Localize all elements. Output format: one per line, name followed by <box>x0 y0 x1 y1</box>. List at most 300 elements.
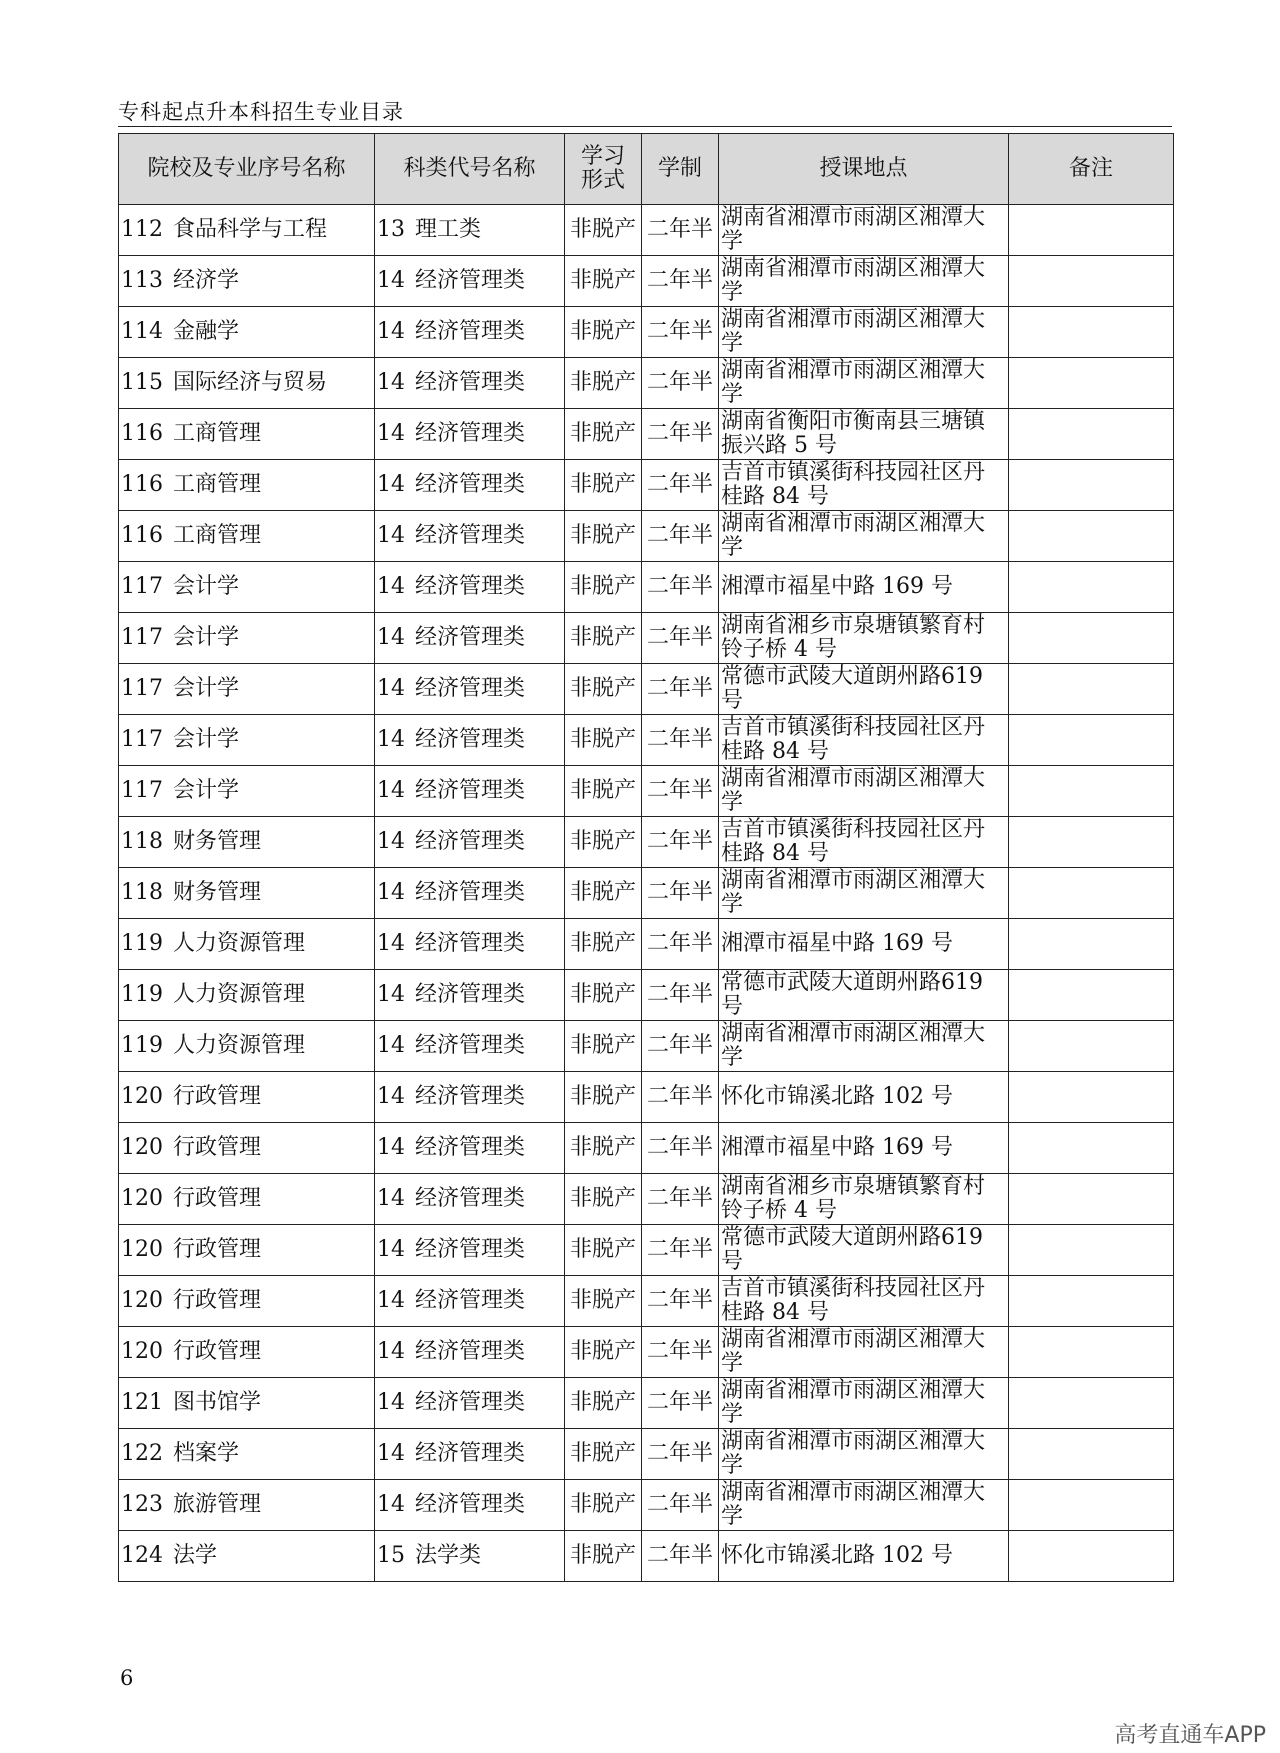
major-number: 113 <box>121 268 163 293</box>
study-mode-cell: 非脱产 <box>565 256 642 307</box>
remark-cell <box>1009 766 1174 817</box>
duration-cell: 二年半 <box>642 256 719 307</box>
table-row <box>119 766 1174 817</box>
location-cell: 怀化市锦溪北路 102 号 <box>719 1531 1009 1582</box>
duration-cell: 二年半 <box>642 307 719 358</box>
duration-cell: 二年半 <box>642 1429 719 1480</box>
major-number: 116 <box>121 421 163 446</box>
category-cell <box>375 1429 565 1480</box>
category-code: 14 <box>377 1390 405 1415</box>
category-cell <box>375 613 565 664</box>
remark-cell <box>1009 1276 1174 1327</box>
duration-cell: 二年半 <box>642 1123 719 1174</box>
study-mode-cell: 非脱产 <box>565 766 642 817</box>
remark-cell <box>1009 1072 1174 1123</box>
table-row <box>119 715 1174 766</box>
major-name: 财务管理 <box>173 829 262 854</box>
major-name: 档案学 <box>173 1441 240 1466</box>
major-cell <box>119 256 375 307</box>
location-cell: 湖南省湘乡市泉塘镇繁育村铃子桥 4 号 <box>719 613 1009 664</box>
duration-cell: 二年半 <box>642 868 719 919</box>
major-number: 119 <box>121 1033 163 1058</box>
study-mode-cell: 非脱产 <box>565 1378 642 1429</box>
table-row <box>119 613 1174 664</box>
category-name: 经济管理类 <box>415 676 526 701</box>
category-code: 14 <box>377 829 405 854</box>
major-name: 会计学 <box>173 778 240 803</box>
location-cell: 湖南省湘潭市雨湖区湘潭大学 <box>719 868 1009 919</box>
category-code: 14 <box>377 778 405 803</box>
category-code: 14 <box>377 472 405 497</box>
category-name: 经济管理类 <box>415 625 526 650</box>
table-row <box>119 358 1174 409</box>
category-cell <box>375 766 565 817</box>
remark-cell <box>1009 919 1174 970</box>
major-cell <box>119 1021 375 1072</box>
table-row <box>119 970 1174 1021</box>
major-number: 121 <box>121 1390 163 1415</box>
major-cell <box>119 970 375 1021</box>
table-row <box>119 1531 1174 1582</box>
major-number: 119 <box>121 931 163 956</box>
category-cell <box>375 1072 565 1123</box>
category-code: 14 <box>377 625 405 650</box>
major-number: 112 <box>121 217 163 242</box>
duration-cell: 二年半 <box>642 817 719 868</box>
major-cell <box>119 1378 375 1429</box>
category-code: 14 <box>377 1186 405 1211</box>
header-mode: 学习 形式 <box>565 134 642 205</box>
category-code: 14 <box>377 1339 405 1364</box>
category-name: 经济管理类 <box>415 268 526 293</box>
major-name: 工商管理 <box>173 523 262 548</box>
category-cell <box>375 205 565 256</box>
category-name: 经济管理类 <box>415 1186 526 1211</box>
study-mode-cell: 非脱产 <box>565 460 642 511</box>
category-code: 14 <box>377 727 405 752</box>
study-mode-cell: 非脱产 <box>565 715 642 766</box>
category-code: 14 <box>377 1135 405 1160</box>
category-cell <box>375 562 565 613</box>
remark-cell <box>1009 664 1174 715</box>
remark-cell <box>1009 205 1174 256</box>
remark-cell <box>1009 817 1174 868</box>
remark-cell <box>1009 868 1174 919</box>
study-mode-cell: 非脱产 <box>565 1072 642 1123</box>
major-name: 法学 <box>173 1543 218 1568</box>
major-number: 116 <box>121 472 163 497</box>
major-number: 117 <box>121 727 163 752</box>
category-code: 14 <box>377 931 405 956</box>
study-mode-cell: 非脱产 <box>565 817 642 868</box>
location-cell: 湖南省湘潭市雨湖区湘潭大学 <box>719 205 1009 256</box>
major-name: 会计学 <box>173 676 240 701</box>
location-cell: 常德市武陵大道朗州路619 号 <box>719 1225 1009 1276</box>
category-name: 经济管理类 <box>415 1084 526 1109</box>
major-name: 国际经济与贸易 <box>173 370 328 395</box>
major-name: 旅游管理 <box>173 1492 262 1517</box>
study-mode-cell: 非脱产 <box>565 1531 642 1582</box>
location-cell: 湖南省湘潭市雨湖区湘潭大学 <box>719 511 1009 562</box>
duration-cell: 二年半 <box>642 1021 719 1072</box>
major-name: 行政管理 <box>173 1288 262 1313</box>
duration-cell: 二年半 <box>642 919 719 970</box>
table-row <box>119 1429 1174 1480</box>
location-cell: 怀化市锦溪北路 102 号 <box>719 1072 1009 1123</box>
category-name: 经济管理类 <box>415 1492 526 1517</box>
running-header: 专科起点升本科招生专业目录 <box>118 100 404 124</box>
header-category: 科类代号名称 <box>375 134 565 205</box>
study-mode-cell: 非脱产 <box>565 562 642 613</box>
category-cell <box>375 1480 565 1531</box>
duration-cell: 二年半 <box>642 511 719 562</box>
remark-cell <box>1009 358 1174 409</box>
category-name: 经济管理类 <box>415 574 526 599</box>
major-name: 行政管理 <box>173 1084 262 1109</box>
location-cell: 湖南省湘潭市雨湖区湘潭大学 <box>719 358 1009 409</box>
major-name: 会计学 <box>173 625 240 650</box>
study-mode-cell: 非脱产 <box>565 1123 642 1174</box>
category-code: 13 <box>377 217 405 242</box>
major-catalog-table <box>118 133 1174 1582</box>
remark-cell <box>1009 1531 1174 1582</box>
major-cell <box>119 1225 375 1276</box>
category-cell <box>375 970 565 1021</box>
major-cell <box>119 868 375 919</box>
major-cell <box>119 562 375 613</box>
duration-cell: 二年半 <box>642 562 719 613</box>
category-cell <box>375 1276 565 1327</box>
duration-cell: 二年半 <box>642 1276 719 1327</box>
major-cell <box>119 1123 375 1174</box>
category-name: 经济管理类 <box>415 421 526 446</box>
remark-cell <box>1009 562 1174 613</box>
major-name: 图书馆学 <box>173 1390 262 1415</box>
remark-cell <box>1009 256 1174 307</box>
major-cell <box>119 919 375 970</box>
table-row <box>119 205 1174 256</box>
table-row <box>119 664 1174 715</box>
remark-cell <box>1009 613 1174 664</box>
major-number: 118 <box>121 880 163 905</box>
page-number: 6 <box>120 1666 134 1690</box>
study-mode-cell: 非脱产 <box>565 1225 642 1276</box>
major-name: 工商管理 <box>173 472 262 497</box>
category-cell <box>375 511 565 562</box>
category-name: 经济管理类 <box>415 523 526 548</box>
category-code: 14 <box>377 1441 405 1466</box>
table-row <box>119 919 1174 970</box>
table-row <box>119 817 1174 868</box>
major-cell <box>119 766 375 817</box>
duration-cell: 二年半 <box>642 1480 719 1531</box>
major-cell <box>119 1174 375 1225</box>
major-number: 123 <box>121 1492 163 1517</box>
category-name: 法学类 <box>415 1543 482 1568</box>
remark-cell <box>1009 1123 1174 1174</box>
major-number: 120 <box>121 1084 163 1109</box>
major-cell <box>119 409 375 460</box>
major-cell <box>119 1072 375 1123</box>
major-name: 人力资源管理 <box>173 982 306 1007</box>
category-code: 14 <box>377 1237 405 1262</box>
location-cell: 湖南省湘潭市雨湖区湘潭大学 <box>719 1378 1009 1429</box>
major-number: 116 <box>121 523 163 548</box>
study-mode-cell: 非脱产 <box>565 970 642 1021</box>
major-number: 117 <box>121 625 163 650</box>
category-name: 经济管理类 <box>415 1390 526 1415</box>
location-cell: 吉首市镇溪街科技园社区丹桂路 84 号 <box>719 460 1009 511</box>
major-number: 115 <box>121 370 163 395</box>
major-name: 行政管理 <box>173 1186 262 1211</box>
category-code: 15 <box>377 1543 405 1568</box>
category-name: 经济管理类 <box>415 1339 526 1364</box>
major-name: 会计学 <box>173 574 240 599</box>
category-name: 经济管理类 <box>415 472 526 497</box>
major-number: 124 <box>121 1543 163 1568</box>
duration-cell: 二年半 <box>642 1072 719 1123</box>
major-name: 行政管理 <box>173 1237 262 1262</box>
table-row <box>119 460 1174 511</box>
major-cell <box>119 1327 375 1378</box>
study-mode-cell: 非脱产 <box>565 409 642 460</box>
category-name: 经济管理类 <box>415 982 526 1007</box>
duration-cell: 二年半 <box>642 1174 719 1225</box>
major-name: 行政管理 <box>173 1339 262 1364</box>
major-name: 财务管理 <box>173 880 262 905</box>
category-code: 14 <box>377 370 405 395</box>
duration-cell: 二年半 <box>642 1531 719 1582</box>
header-remark: 备注 <box>1009 134 1174 205</box>
table-row <box>119 868 1174 919</box>
category-name: 经济管理类 <box>415 1441 526 1466</box>
category-name: 经济管理类 <box>415 778 526 803</box>
major-number: 120 <box>121 1339 163 1364</box>
duration-cell: 二年半 <box>642 613 719 664</box>
major-name: 工商管理 <box>173 421 262 446</box>
category-code: 14 <box>377 676 405 701</box>
remark-cell <box>1009 307 1174 358</box>
category-name: 经济管理类 <box>415 880 526 905</box>
study-mode-cell: 非脱产 <box>565 1174 642 1225</box>
category-name: 经济管理类 <box>415 727 526 752</box>
category-cell <box>375 256 565 307</box>
major-name: 金融学 <box>173 319 240 344</box>
table-row <box>119 511 1174 562</box>
category-cell <box>375 1021 565 1072</box>
study-mode-cell: 非脱产 <box>565 664 642 715</box>
major-number: 120 <box>121 1288 163 1313</box>
duration-cell: 二年半 <box>642 664 719 715</box>
table-row <box>119 1072 1174 1123</box>
remark-cell <box>1009 1174 1174 1225</box>
major-cell <box>119 664 375 715</box>
table-row <box>119 1378 1174 1429</box>
location-cell: 湘潭市福星中路 169 号 <box>719 1123 1009 1174</box>
duration-cell: 二年半 <box>642 1378 719 1429</box>
table-row <box>119 562 1174 613</box>
remark-cell <box>1009 1225 1174 1276</box>
category-code: 14 <box>377 1288 405 1313</box>
duration-cell: 二年半 <box>642 970 719 1021</box>
duration-cell: 二年半 <box>642 205 719 256</box>
study-mode-cell: 非脱产 <box>565 511 642 562</box>
table-row <box>119 256 1174 307</box>
remark-cell <box>1009 460 1174 511</box>
major-name: 经济学 <box>173 268 240 293</box>
major-number: 118 <box>121 829 163 854</box>
category-cell <box>375 664 565 715</box>
category-cell <box>375 1123 565 1174</box>
category-name: 经济管理类 <box>415 829 526 854</box>
table-row <box>119 1480 1174 1531</box>
remark-cell <box>1009 1378 1174 1429</box>
category-code: 14 <box>377 1033 405 1058</box>
category-cell <box>375 817 565 868</box>
remark-cell <box>1009 1327 1174 1378</box>
category-cell <box>375 1174 565 1225</box>
location-cell: 湖南省湘潭市雨湖区湘潭大学 <box>719 766 1009 817</box>
major-number: 119 <box>121 982 163 1007</box>
major-cell <box>119 1429 375 1480</box>
location-cell: 湖南省湘潭市雨湖区湘潭大学 <box>719 1429 1009 1480</box>
major-name: 行政管理 <box>173 1135 262 1160</box>
major-number: 120 <box>121 1237 163 1262</box>
major-cell <box>119 358 375 409</box>
category-name: 经济管理类 <box>415 1033 526 1058</box>
major-cell <box>119 205 375 256</box>
category-cell <box>375 1327 565 1378</box>
major-name: 会计学 <box>173 727 240 752</box>
major-name: 食品科学与工程 <box>173 217 328 242</box>
study-mode-cell: 非脱产 <box>565 358 642 409</box>
location-cell: 湖南省湘潭市雨湖区湘潭大学 <box>719 256 1009 307</box>
location-cell: 吉首市镇溪街科技园社区丹桂路 84 号 <box>719 1276 1009 1327</box>
major-cell <box>119 817 375 868</box>
category-code: 14 <box>377 523 405 548</box>
major-number: 117 <box>121 778 163 803</box>
location-cell: 湖南省湘潭市雨湖区湘潭大学 <box>719 1021 1009 1072</box>
major-cell <box>119 715 375 766</box>
location-cell: 吉首市镇溪街科技园社区丹桂路 84 号 <box>719 715 1009 766</box>
table-row <box>119 1327 1174 1378</box>
table-row <box>119 1021 1174 1072</box>
category-name: 经济管理类 <box>415 931 526 956</box>
location-cell: 湖南省湘潭市雨湖区湘潭大学 <box>719 307 1009 358</box>
table-row <box>119 307 1174 358</box>
category-code: 14 <box>377 880 405 905</box>
category-cell <box>375 715 565 766</box>
category-cell <box>375 460 565 511</box>
study-mode-cell: 非脱产 <box>565 1327 642 1378</box>
duration-cell: 二年半 <box>642 715 719 766</box>
location-cell: 湘潭市福星中路 169 号 <box>719 919 1009 970</box>
location-cell: 湖南省衡阳市衡南县三塘镇振兴路 5 号 <box>719 409 1009 460</box>
major-cell <box>119 460 375 511</box>
header-major: 院校及专业序号名称 <box>119 134 375 205</box>
study-mode-cell: 非脱产 <box>565 613 642 664</box>
category-cell <box>375 919 565 970</box>
table-body <box>119 205 1174 1582</box>
duration-cell: 二年半 <box>642 1225 719 1276</box>
major-cell <box>119 511 375 562</box>
remark-cell <box>1009 1429 1174 1480</box>
study-mode-cell: 非脱产 <box>565 919 642 970</box>
category-code: 14 <box>377 1492 405 1517</box>
study-mode-cell: 非脱产 <box>565 1021 642 1072</box>
category-cell <box>375 1225 565 1276</box>
category-name: 理工类 <box>415 217 482 242</box>
major-cell <box>119 1531 375 1582</box>
remark-cell <box>1009 1480 1174 1531</box>
category-name: 经济管理类 <box>415 319 526 344</box>
table-header-row <box>119 134 1174 205</box>
major-name: 人力资源管理 <box>173 931 306 956</box>
study-mode-cell: 非脱产 <box>565 1429 642 1480</box>
major-number: 122 <box>121 1441 163 1466</box>
table-row <box>119 1276 1174 1327</box>
major-cell <box>119 613 375 664</box>
header-duration: 学制 <box>642 134 719 205</box>
category-name: 经济管理类 <box>415 1237 526 1262</box>
table-row <box>119 1123 1174 1174</box>
category-cell <box>375 358 565 409</box>
category-code: 14 <box>377 574 405 599</box>
category-code: 14 <box>377 421 405 446</box>
category-cell <box>375 409 565 460</box>
category-name: 经济管理类 <box>415 1135 526 1160</box>
duration-cell: 二年半 <box>642 766 719 817</box>
category-cell <box>375 307 565 358</box>
study-mode-cell: 非脱产 <box>565 868 642 919</box>
remark-cell <box>1009 511 1174 562</box>
header-location: 授课地点 <box>719 134 1009 205</box>
category-name: 经济管理类 <box>415 1288 526 1313</box>
major-cell <box>119 1276 375 1327</box>
category-code: 14 <box>377 982 405 1007</box>
category-code: 14 <box>377 1084 405 1109</box>
remark-cell <box>1009 970 1174 1021</box>
major-number: 117 <box>121 676 163 701</box>
duration-cell: 二年半 <box>642 1327 719 1378</box>
major-number: 117 <box>121 574 163 599</box>
category-code: 14 <box>377 268 405 293</box>
major-number: 120 <box>121 1135 163 1160</box>
major-number: 114 <box>121 319 163 344</box>
duration-cell: 二年半 <box>642 460 719 511</box>
category-cell <box>375 868 565 919</box>
remark-cell <box>1009 409 1174 460</box>
category-name: 经济管理类 <box>415 370 526 395</box>
remark-cell <box>1009 715 1174 766</box>
duration-cell: 二年半 <box>642 358 719 409</box>
major-cell <box>119 1480 375 1531</box>
category-cell <box>375 1531 565 1582</box>
watermark: 高考直通车APP <box>1114 1723 1266 1748</box>
location-cell: 湖南省湘乡市泉塘镇繁育村铃子桥 4 号 <box>719 1174 1009 1225</box>
location-cell: 湘潭市福星中路 169 号 <box>719 562 1009 613</box>
location-cell: 常德市武陵大道朗州路619 号 <box>719 664 1009 715</box>
study-mode-cell: 非脱产 <box>565 1276 642 1327</box>
major-name: 人力资源管理 <box>173 1033 306 1058</box>
location-cell: 吉首市镇溪街科技园社区丹桂路 84 号 <box>719 817 1009 868</box>
category-code: 14 <box>377 319 405 344</box>
duration-cell: 二年半 <box>642 409 719 460</box>
location-cell: 常德市武陵大道朗州路619 号 <box>719 970 1009 1021</box>
table-row <box>119 1174 1174 1225</box>
study-mode-cell: 非脱产 <box>565 307 642 358</box>
table-row <box>119 409 1174 460</box>
